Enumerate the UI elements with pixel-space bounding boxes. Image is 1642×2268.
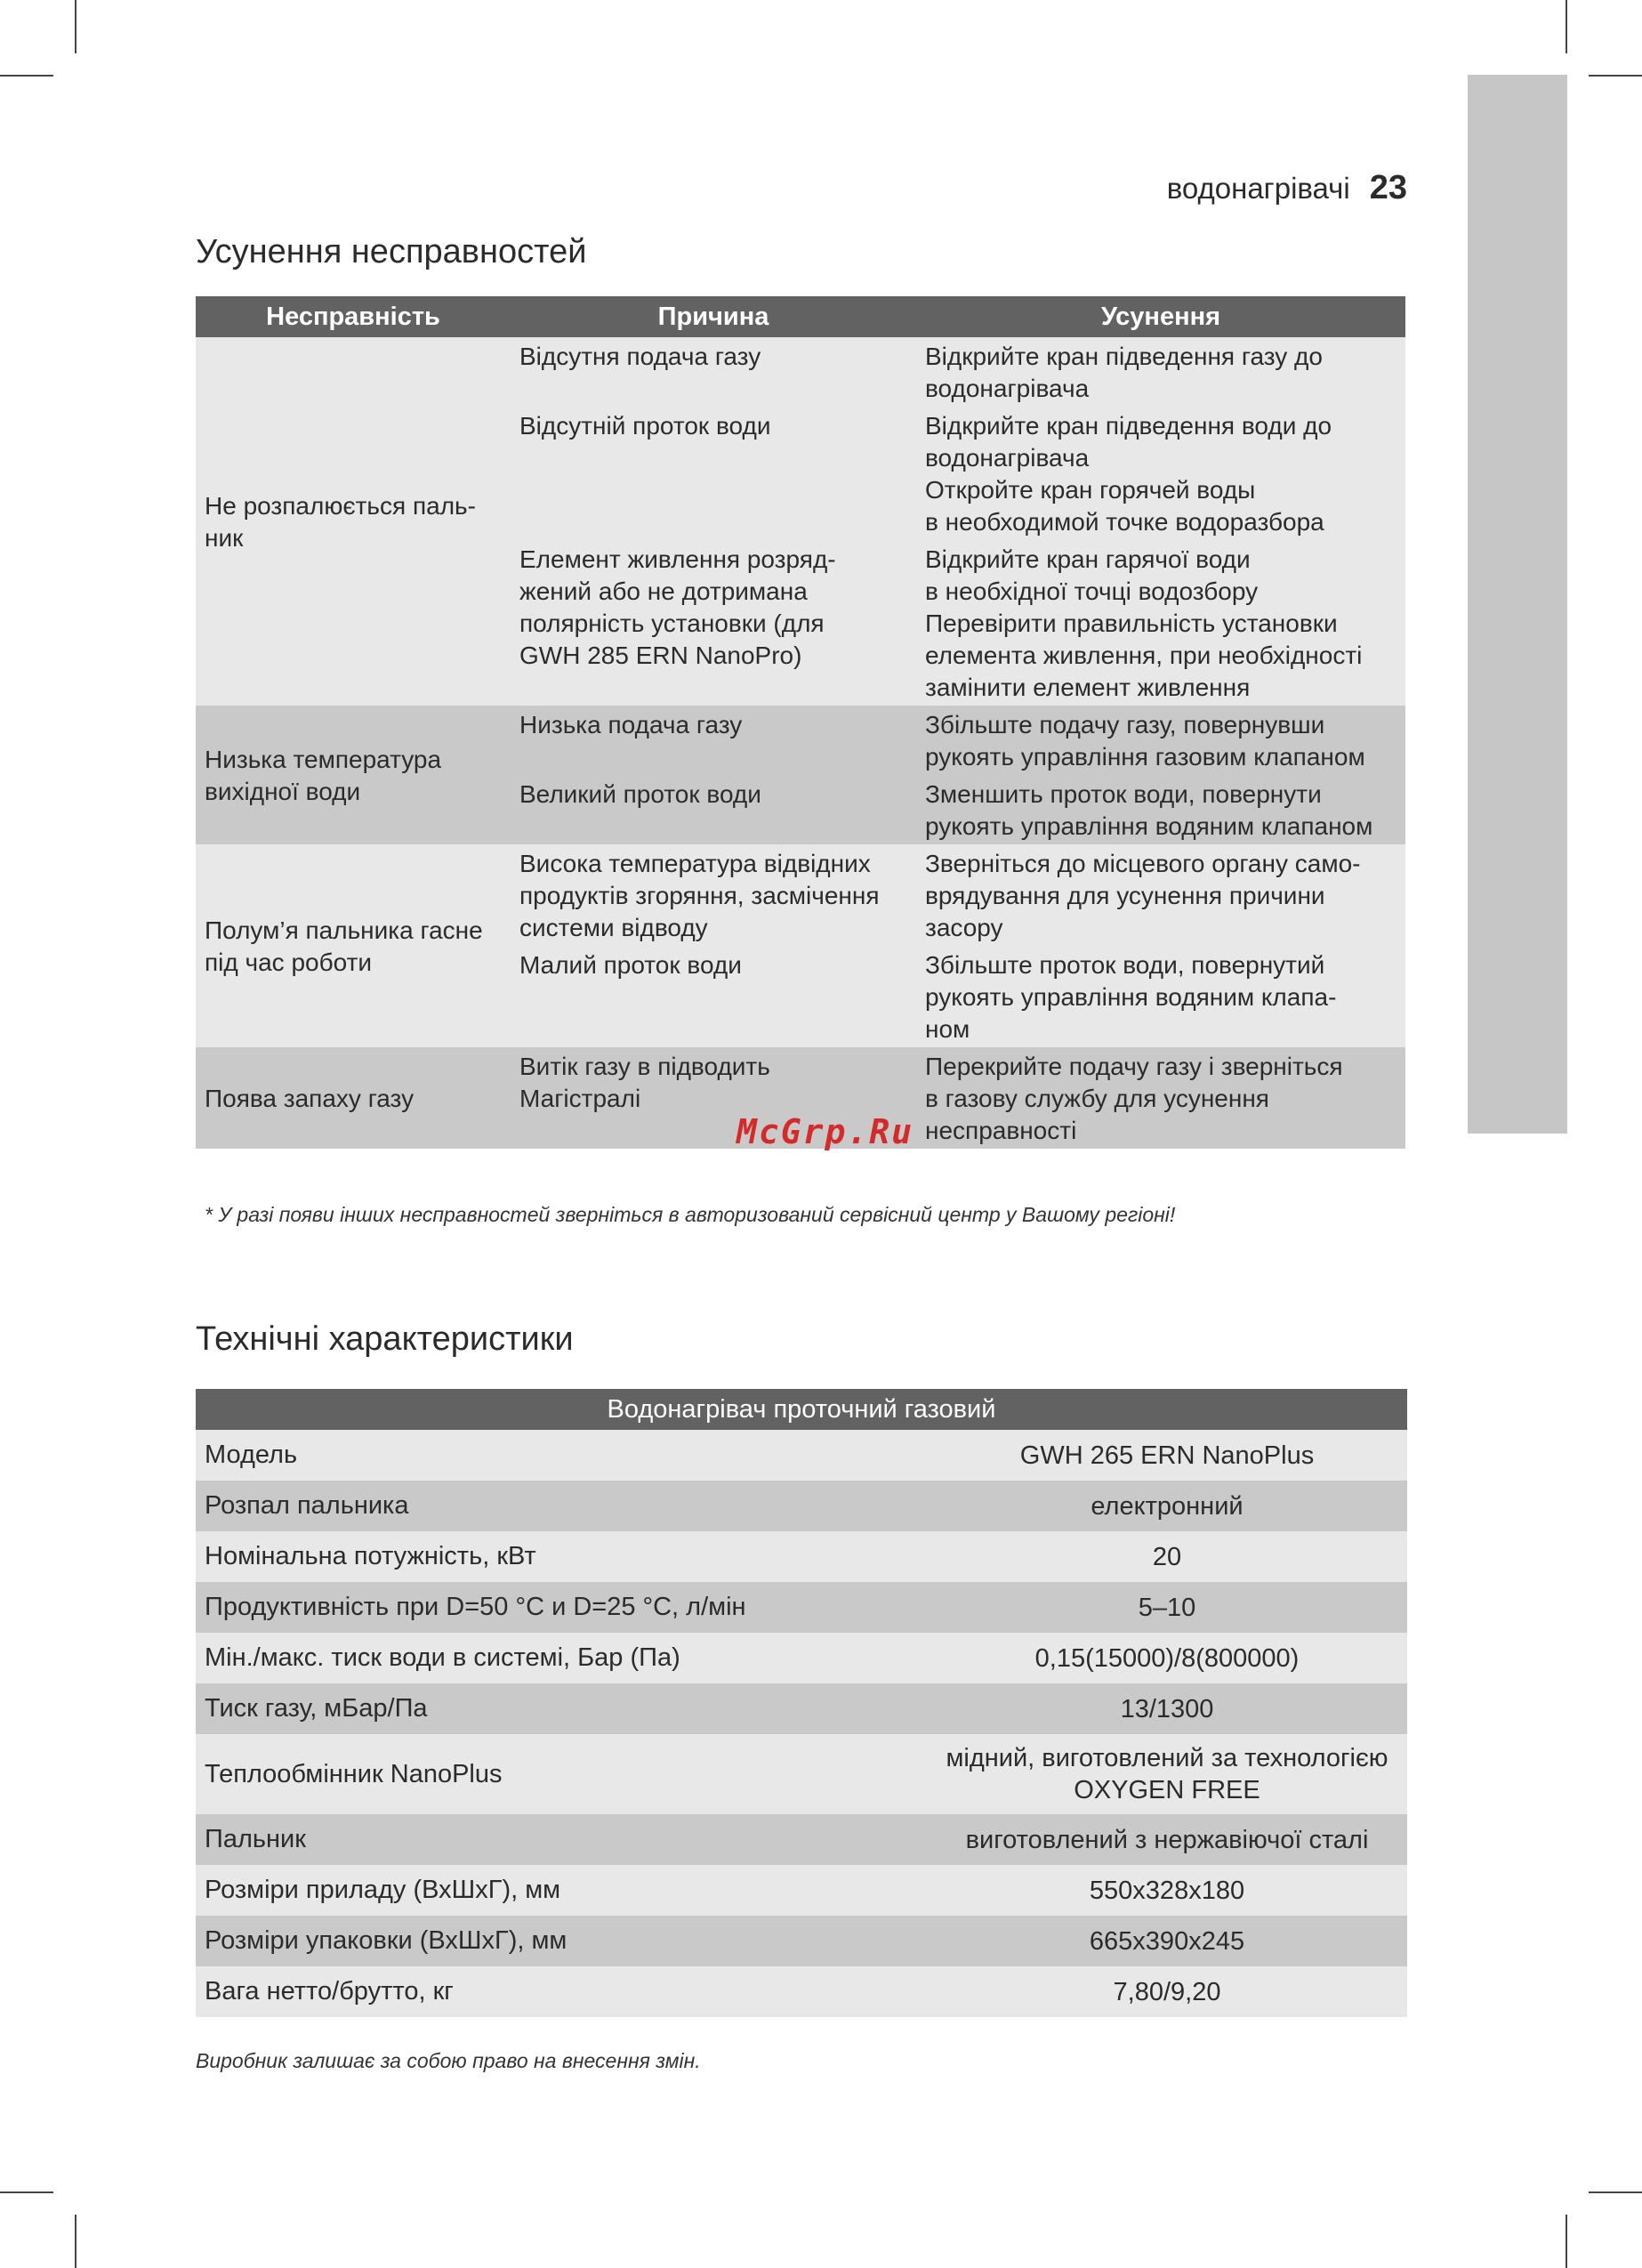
spec-label: Пальник: [196, 1814, 927, 1865]
column-header: Причина: [511, 296, 916, 337]
table-row: [196, 1814, 1407, 1865]
crop-mark: [0, 75, 53, 77]
page-number: 23: [1369, 169, 1407, 206]
remedy-cell: Відкрийте кран підведення газу до водонагрівача: [916, 337, 1405, 407]
table-row: [196, 1916, 1407, 1966]
spec-value: GWH 265 ERN NanoPlus: [927, 1430, 1407, 1481]
table-header-row: [196, 1389, 1407, 1430]
spec-label: Розміри приладу (ВхШхГ), мм: [196, 1865, 927, 1916]
spec-label: Модель: [196, 1430, 927, 1481]
troubleshooting-table: [196, 296, 1405, 1149]
crop-mark: [1589, 2191, 1642, 2193]
crop-mark: [1589, 75, 1642, 77]
spec-label: Розміри упаковки (ВхШхГ), мм: [196, 1916, 927, 1966]
remedy-cell: Відкрийте кран підведення води до водонагрівача Откройте кран горячей воды в необходимой точке водоразбора: [916, 407, 1405, 540]
cause-cell: Низька подача газу: [511, 706, 916, 775]
specs-table-title: Водонагрівач проточний газовий: [196, 1389, 1407, 1430]
cause-cell: Відсутня подача газу: [511, 337, 916, 407]
crop-mark: [75, 2215, 76, 2268]
troubleshooting-footnote: * У разі появи інших несправностей зверніться в авторизований сервісний центр у Вашому регіоні!: [205, 1203, 1176, 1226]
spec-value: 5–10: [927, 1582, 1407, 1633]
spec-label: Продуктивність при D=50 °C и D=25 °C, л/мін: [196, 1582, 927, 1633]
spec-label: Розпал пальника: [196, 1481, 927, 1531]
troubleshooting-heading: Усунення несправностей: [196, 233, 587, 270]
table-row: [196, 1865, 1407, 1916]
cause-cell: Відсутній проток води: [511, 407, 916, 540]
table-row: [196, 1582, 1407, 1633]
remedy-cell: Зменшить проток води, повернути рукоять управління водяним клапаном: [916, 775, 1405, 844]
watermark: McGrp.Ru: [736, 1112, 914, 1151]
remedy-cell: Перекрийте подачу газу і зверніться в газову службу для усунення несправності: [916, 1047, 1405, 1149]
cause-cell: Малий проток води: [511, 946, 916, 1047]
manufacturer-note: Виробник залишає за собою право на внесення змін.: [196, 2049, 701, 2072]
spec-value: виготовлений з нержавіючої сталі: [927, 1814, 1407, 1865]
column-header: Несправність: [196, 296, 511, 337]
table-row: [196, 1430, 1407, 1481]
section-title: водонагрівачі: [1166, 172, 1350, 205]
table-row: [196, 844, 1405, 946]
fault-cell: Полум’я пальника гасне під час роботи: [196, 844, 511, 1047]
fault-cell: Не розпалюється паль- ник: [196, 337, 511, 706]
spec-value: 13/1300: [927, 1683, 1407, 1734]
cause-cell: Витік газу в підводить Магістралі: [511, 1047, 916, 1149]
table-row: [196, 1734, 1407, 1814]
remedy-cell: Збільште подачу газу, повернувши рукоять управління газовим клапаном: [916, 706, 1405, 775]
remedy-cell: Зверніться до місцевого органу само- врядування для усунення причини засору: [916, 844, 1405, 946]
spec-value: мідний, виготовлений за технологією OXYGEN FREE: [927, 1734, 1407, 1814]
specs-heading: Технічні характеристики: [196, 1320, 574, 1358]
spec-label: Номінальна потужність, кВт: [196, 1531, 927, 1582]
table-row: [196, 337, 1405, 407]
spec-label: Тиск газу, мБар/Па: [196, 1683, 927, 1734]
table-row: [196, 1481, 1407, 1531]
crop-mark: [1566, 0, 1567, 53]
column-header: Усунення: [916, 296, 1405, 337]
crop-mark: [0, 2191, 53, 2193]
cause-cell: Висока температура відвідних продуктів згоряння, засмічення системи відводу: [511, 844, 916, 946]
page-header: [1167, 169, 1407, 214]
table-row: [196, 1683, 1407, 1734]
cause-cell: Великий проток води: [511, 775, 916, 844]
spec-value: 7,80/9,20: [927, 1966, 1407, 2017]
crop-mark: [1566, 2215, 1567, 2268]
spec-label: Вага нетто/брутто, кг: [196, 1966, 927, 2017]
spec-label: Мін./макс. тиск води в системі, Бар (Па): [196, 1633, 927, 1683]
spec-label: Теплообмінник NanoPlus: [196, 1734, 927, 1814]
spec-value: 20: [927, 1531, 1407, 1582]
remedy-cell: Збільште проток води, повернутий рукоять управління водяним клапа- ном: [916, 946, 1405, 1047]
spec-value: 0,15(15000)/8(800000): [927, 1633, 1407, 1683]
table-row: [196, 706, 1405, 775]
fault-cell: Низька температура вихідної води: [196, 706, 511, 844]
table-row: [196, 1531, 1407, 1582]
remedy-cell: Відкрийте кран гарячої води в необхідної точці водозбору Перевірити правильність установки елемента живлення, при необхідності замінити елемент живлення: [916, 540, 1405, 706]
specs-table: [196, 1389, 1407, 2017]
side-thumb-tab: [1468, 75, 1567, 1134]
crop-mark: [75, 0, 76, 53]
table-row: [196, 1966, 1407, 2017]
table-row: [196, 1633, 1407, 1683]
fault-cell: Поява запаху газу: [196, 1047, 511, 1149]
table-header-row: [196, 296, 1405, 337]
spec-value: 665x390x245: [927, 1916, 1407, 1966]
spec-value: електронний: [927, 1481, 1407, 1531]
cause-cell: Елемент живлення розряд- жений або не дотримана полярність установки (для GWH 285 ERN NanoPro): [511, 540, 916, 706]
spec-value: 550x328x180: [927, 1865, 1407, 1916]
